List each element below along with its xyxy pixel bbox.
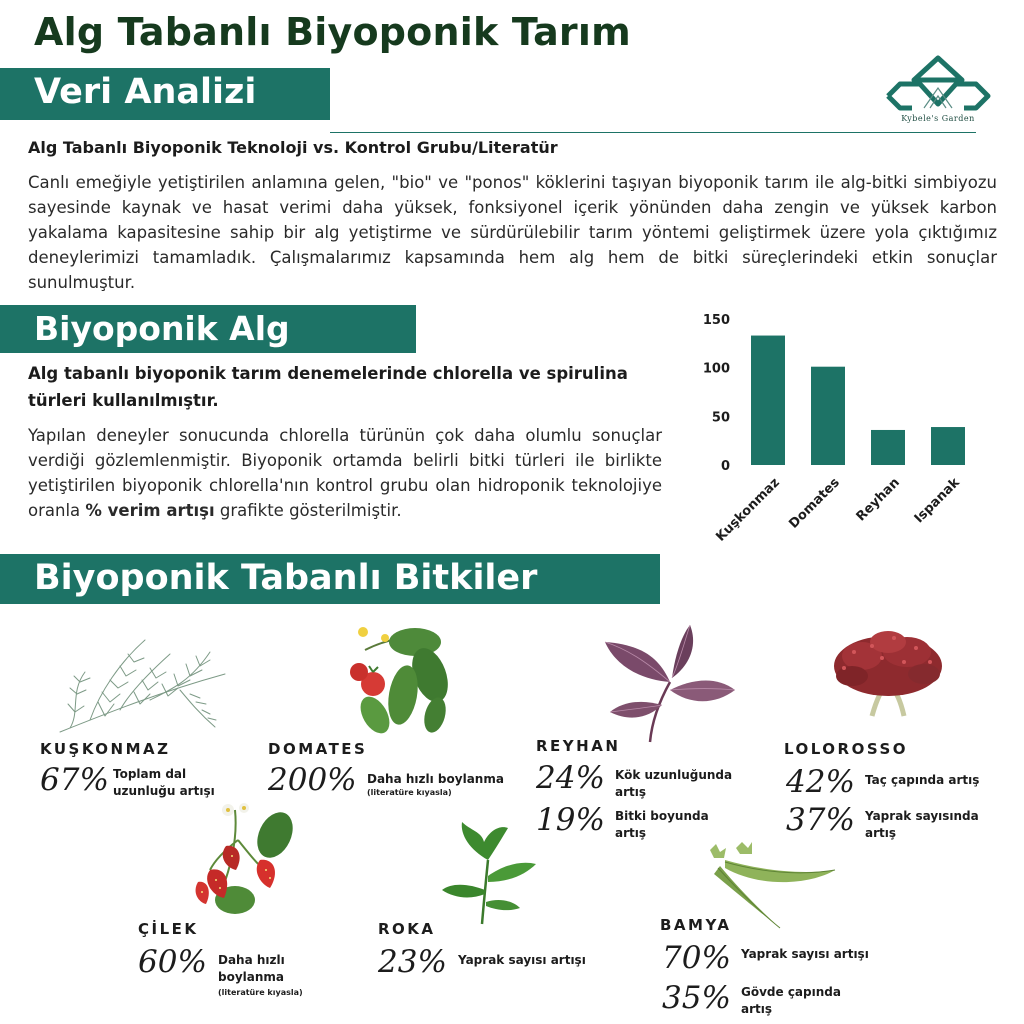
- bar-2: [871, 430, 905, 465]
- plant-stat-desc: Yaprak sayısı artışı: [741, 947, 869, 961]
- paragraph-text: Yapılan deneyler sonucunda chlorella türünün çok daha olumlu sonuçlar verdiği gözlemlenmiştir. Biyoponik ortamda belirli bitki türleri ile birlikte yetiştirilen biyoponik chlorella'nın kontrol grubu olan hidroponik teknolojiye oranla: [28, 426, 662, 520]
- x-tick-label: Domates: [786, 475, 843, 532]
- plant-name-reyhan: REYHAN: [536, 737, 621, 755]
- plant-name-lolorosso: LOLOROSSO: [784, 740, 909, 758]
- plant-stat-pct: 19%: [536, 802, 605, 838]
- x-tick-label: Ispanak: [911, 475, 963, 527]
- plant-stat-pct: 24%: [536, 760, 605, 796]
- plant-stat-pct: 200%: [268, 762, 357, 798]
- biyoponik-alg-subheading: Alg tabanlı biyoponik tarım denemelerinde chlorella ve spirulina türleri kullanılmıştır.: [28, 364, 628, 410]
- section-banner-biyoponik-alg: [0, 305, 416, 353]
- bar-1: [811, 367, 845, 465]
- plant-stat-desc: Yaprak sayısı artışı: [458, 953, 586, 967]
- section-heading: Veri Analizi: [34, 72, 257, 112]
- plant-stat-pct: 42%: [786, 764, 855, 800]
- paragraph-emphasis: % verim artışı: [85, 501, 215, 520]
- basil-illustration: [590, 620, 740, 745]
- plant-stat-desc: Gövde çapında artış: [741, 985, 841, 1016]
- plant-stat-desc: Daha hızlı boylanma: [367, 772, 504, 786]
- tomato-illustration: [335, 620, 450, 740]
- plant-stat-pct: 60%: [138, 944, 207, 980]
- page-title: Alg Tabanlı Biyoponik Tarım: [34, 10, 631, 54]
- bar-3: [931, 427, 965, 465]
- plant-name-kuskonmaz: KUŞKONMAZ: [40, 740, 171, 758]
- plant-stat-pct: 70%: [662, 940, 731, 976]
- y-tick-label: 50: [711, 410, 730, 426]
- section-banner-veri-analizi: [0, 68, 330, 120]
- veri-analizi-paragraph: Canlı emeğiyle yetiştirilen anlamına gelen, "bio" ve "ponos" köklerini taşıyan biyoponik tarım ile alg-bitki simbiyozu sayesinde kaynak ve hasat verimi daha yüksek, fonksiyonel içerik yönünden daha zengin ve yüksek karbon yakalama kapasitesine sahip bir alg yetiştirme ve sürdürülebilir tarım yöntemi geliştirmek üzere yola çıktığımız deneylerimizi tamamladık. Çalışmalarımız kapsamında hem alg hem de bitki süreçlerindeki etkin sonuçlar sunulmuştur.: [28, 173, 997, 292]
- arugula-illustration: [440, 820, 540, 925]
- strawberry-illustration: [190, 800, 295, 925]
- veri-analizi-subheading: Alg Tabanlı Biyoponik Teknoloji vs. Kontrol Grubu/Literatür: [28, 138, 558, 157]
- biyoponik-alg-paragraph: [28, 423, 662, 523]
- lolorosso-illustration: [832, 628, 944, 718]
- logo-text: Kybele's Garden: [901, 114, 975, 123]
- plant-stat-note: (literatüre kıyasla): [218, 988, 303, 997]
- plant-stat-desc: Kök uzunluğunda artış: [615, 768, 733, 799]
- plant-stat-desc: Daha hızlı boylanma: [218, 953, 285, 984]
- plant-stat-desc: Bitki boyunda artış: [615, 809, 709, 840]
- yield-increase-bar-chart: [690, 305, 990, 555]
- plant-name-bamya: BAMYA: [660, 916, 732, 934]
- plant-stat-pct: 67%: [40, 762, 109, 798]
- section-heading: Biyoponik Tabanlı Bitkiler: [34, 558, 538, 598]
- plant-stat-pct: 37%: [786, 802, 855, 838]
- bar-0: [751, 336, 785, 465]
- plant-name-cilek: ÇİLEK: [138, 920, 199, 938]
- y-tick-label: 100: [702, 361, 730, 377]
- x-tick-label: Reyhan: [853, 475, 903, 525]
- y-tick-label: 0: [720, 459, 730, 474]
- y-tick-label: 150: [702, 313, 730, 328]
- divider: [330, 132, 976, 133]
- plant-name-roka: ROKA: [378, 920, 436, 938]
- plant-stat-desc: Toplam dal uzunluğu artışı: [113, 767, 215, 798]
- section-banner-bitkiler: [0, 554, 660, 604]
- paragraph-text: grafikte gösterilmiştir.: [214, 501, 402, 520]
- plant-stat-desc: Yaprak sayısında artış: [865, 809, 979, 840]
- asparagus-illustration: [50, 632, 240, 740]
- x-tick-label: Kuşkonmaz: [713, 475, 783, 545]
- plant-stat-pct: 23%: [378, 944, 447, 980]
- plant-stat-desc: Taç çapında artış: [865, 773, 980, 787]
- plant-stat-pct: 35%: [662, 980, 731, 1016]
- section-heading: Biyoponik Alg: [34, 309, 290, 348]
- plant-stat-note: (literatüre kıyasla): [367, 788, 452, 797]
- plant-name-domates: DOMATES: [268, 740, 368, 758]
